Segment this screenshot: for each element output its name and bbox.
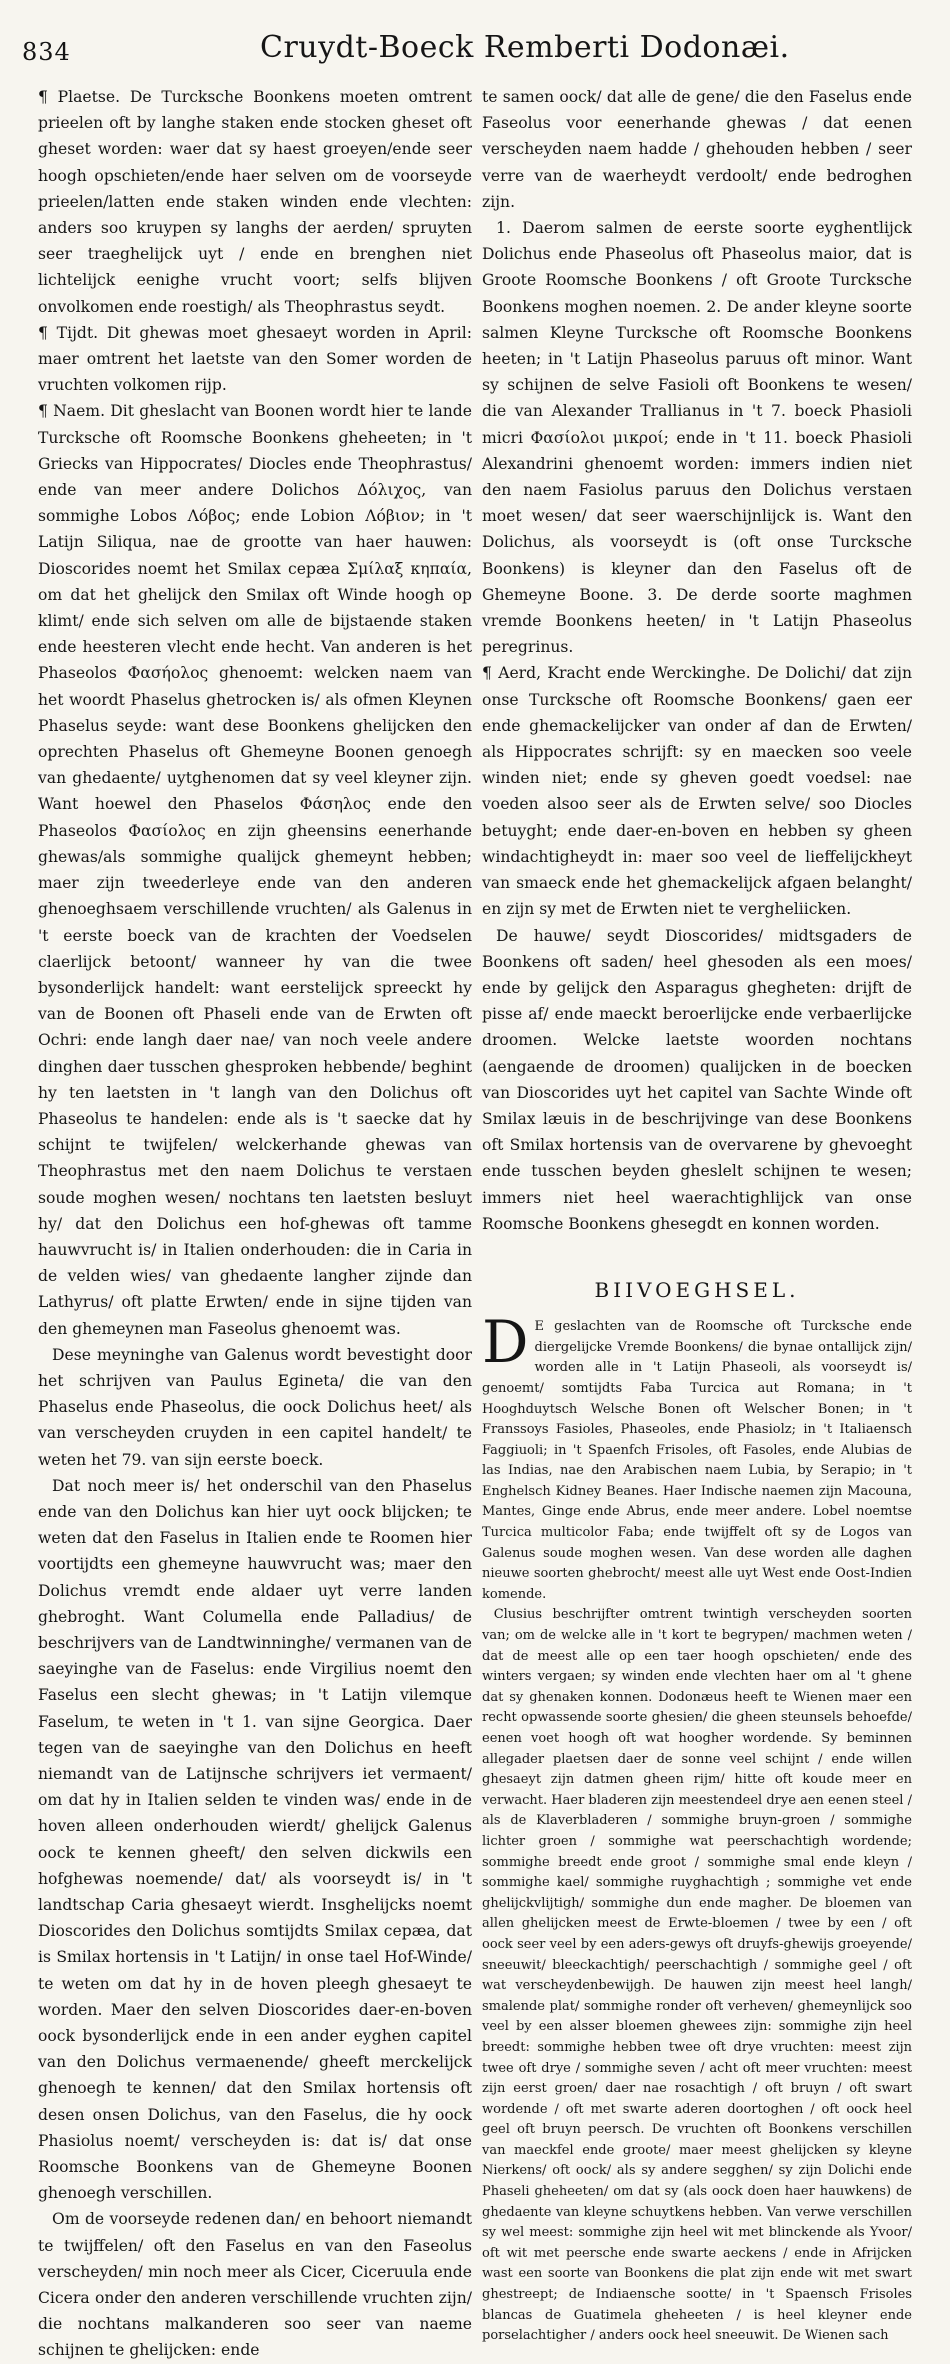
bijvoeghsel-text-1: E geslachten van de Roomsche oft Turcksche ende diergelijcke Vremde Boonkens/ die bynae ontallijck zijn/ worden alle in 't Latijn Phaseoli, als voorseydt is/ genoemt/ somtijdts Faba Turcica aut Romana; in 't Hooghduytsch Welsche Bonen oft Welscher Bonen; in 't Franssoys Fasioles, Phaseoles, ende Phasiolz; in 't Italiaensch Faggiuoli; in 't Spaenfch Frisoles, oft Fasoles, ende Alubias de las Indias, nae den Arabischen naem Lubia, by Serapio; in 't Enghelsch Kidney Beanes. Haer Indische naemen zijn Macouna, Mantes, Ginge ende Abrus, ende meer andere. Lobel noemtse Turcica multicolor Faba; ende twijffelt oft sy de Logos van Galenus soude moghen wesen. Van dese worden alle daghen nieuwe soorten ghebrocht/ meest alle uyt West ende Oost-Indien komende. xyxy=(482,1319,912,1602)
paragraph-plaetse: ¶ Plaetse. De Turcksche Boonkens moeten omtrent prieelen oft by langhe staken ende stocken gheset oft gheset worden: waer dat sy haest groeyen/ende seer hoogh opschieten/ende haer selven om de voorseyde prieelen/latten ende staken winden ende vlechten: anders soo kruypen sy langhs der aerden/ spruyten seer traeghelijck uyt / ende en brenghen niet lichtelijck eenighe vrucht voort; selfs blijven onvolkomen ende roestigh/ als Theophrastus seydt. xyxy=(38,88,472,316)
left-column xyxy=(38,84,472,2364)
paragraph-continuation: te samen oock/ dat alle de gene/ die den Faselus ende Faseolus voor eenerhande ghewas / dat eenen verscheyden naem hadde / ghehouden hebben / seer verre van de waerheydt verdoolt/ ende bedroghen zijn. xyxy=(482,88,912,211)
bijvoeghsel-paragraph-1 xyxy=(482,1308,912,1605)
paragraph-tijdt: ¶ Tijdt. Dit ghewas moet ghesaeyt worden in April: maer omtrent het laetste van den Somer worden de vruchten volkomen rijp. xyxy=(38,323,472,395)
bijvoeghsel-section xyxy=(482,1308,912,2347)
running-head: Cruydt-Boeck Remberti Dodonæi. xyxy=(260,30,790,65)
drop-cap: D xyxy=(482,1308,529,1377)
paragraph-hauwe: De hauwe/ seydt Dioscorides/ midtsgaders de Boonkens oft saden/ heel ghesoden als een moes/ ende by gelijck den Asparagus ghegheten: drijft de pisse af/ ende maeckt beroerlijcke ende verbaerlijcke droomen. Welcke laetste woorden nochtans (aengaende de droomen) qualijcken in de boecken van Dioscorides uyt het capitel van Sachte Winde oft Smilax læuis in de beschrijvinge van dese Boonkens oft Smilax hortensis van de overvarenе by ghevoeght ende tusschen beyden gheslelt schijnen te wesen; immers niet heel waerachtighlijck van onse Roomsche Boonkens ghesegdt en konnen worden. xyxy=(482,926,912,1233)
paragraph-onderschil: Dat noch meer is/ het onderschil van den Phaselus ende van den Dolichus kan hier uyt oock blijcken; te weten dat den Faselus in Italien ende te Roomen hier voortijdts een ghemeyne hauwvrucht was; maer den Dolichus vremdt ende aldaer uyt verre landen ghebroght. Want Columella ende Palladius/ de beschrijvers van de Landtwinninghe/ vermanen van de saeyinghe van de Faselus: ende Virgilius noemt den Faselus een slecht ghewas; in 't Latijn vilemque Faselum, te weten in 't 1. van sijne Georgica. Daer tegen van de saeyinghe van den Dolichus en heeft niemandt van de Latijnsche schrijvers iet vermaent/ om dat hy in Italien selden te vinden was/ ende in de hoven alleen onderhouden wierdt/ ghelijck Galenus oock te kennen gheeft/ den selven dickwils een hofghewas noemende/ dat/ als voorseydt is/ in 't landtschap Caria ghesaeyt wierdt. Insghelijcks noemt Dioscorides den Dolichus somtijdts Smilax cepæa, dat is Smilax hortensis in 't Latijn/ in onse tael Hof-Winde/ te weten om dat hy in de hoven pleegh ghesaeyt te worden. Maer den selven Dioscorides daer-en-boven oock bysonderlijck ende in een ander eyghen capitel van den Dolichus vermaenende/ gheeft merckelijck ghenoegh te kennen/ dat den Smilax hortensis oft desen onsen Dolichus, van den Faselus, die hy oock Phasiolus noemt/ verscheyden is: dat is/ dat onse Roomsche Boonkens van de Ghemeyne Boonen ghenoegh verschillen. xyxy=(38,1476,473,2203)
paragraph-galenus: Dese meyninghe van Galenus wordt bevestight door het schrijven van Paulus Egineta/ die van den Phaselus ende Phaseolus, die oock Dolichus heet/ als van verscheyden cruyden in een capitel handelt/ te weten het 79. van sijn eerste boeck. xyxy=(38,1345,472,1469)
paragraph-naem: ¶ Naem. Dit gheslacht van Boonen wordt hier te lande Turcksche oft Roomsche Boonkens gheheeten; in 't Griecks van Hippocrates/ Diocles ende Theophrastus/ ende van meer andere Dolichos Δόλιχος, van sommighe Lobos Λόβος; ende Lobion Λόβιον; in 't Latijn Siliqua, nae de grootte van haer hauwen: Dioscorides noemt het Smilax cepæa Σμίλαξ κηπαία, om dat het ghelijck den Smilax oft Winde hoogh op klimt/ ende sich selven om alle de bijstaende staken ende heesteren vlecht ende hecht. Van anderen is het Phaseolos Φασήολος ghenoemt: welcken naem van het woordt Phaselus ghetrocken is/ als ofmen Kleynen Phaselus seyde: want dese Boonkens ghelijcken den oprechten Phaselus oft Ghemeyne Boonen genoegh van ghedaente/ uytghenomen dat sy veel kleyner zijn. Want hoewel den Phaselos Φάσηλος ende den Phaseolos Φασίολος en zijn gheensins eenerhande ghewas/als sommighe qualijck ghemeynt hebben; maer zijn tweederleye ende van den anderen ghenoeghsaem verschillende vruchten/ als Galenus in 't eerste boeck van de krachten der Voedselen claerlijck betoont/ wanneer hy van die twee bysonderlijck handelt: want eerstelijck spreeckt hy van de Boonen oft Phaseli ende van de Erwten oft Ochri: ende langh daer nae/ van noch veele andere dinghen daer tusschen ghesproken hebbende/ beghint hy ten laetsten in 't langh van den Dolichus oft Phaseolus te handelen: ende als is 't saecke dat hy schijnt te twijfelen/ welckerhande ghewas van Theophrastus met den naem Dolichus te verstaen soude moghen wesen/ nochtans ten laetsten besluyt hy/ dat den Dolichus een hof-ghewas oft tamme hauwvrucht is/ in Italien onderhouden: die in Caria in de velden wies/ van ghedaente langher zijnde dan Lathyrus/ oft platte Erwten/ ende in sijne tijden van den ghemeynen man Faseolus ghenoemt was. xyxy=(38,402,472,1338)
paragraph-aerd: ¶ Aerd, Kracht ende Werckinghe. De Dolichi/ dat zijn onse Turcksche oft Roomsche Boonkens/ gaen eer ende ghemackelijcker van onder af dan de Erwten/ als Hippocrates schrijft: sy en maecken soo veele winden niet; ende sy gheven goedt voedsel: nae voeden alsoo seer als de Erwten selve/ soo Diocles betuyght; ende daer-en-boven en hebben sy gheen windachtigheydt in: maer soo veel de lieffelijckheyt van smaeck ende het ghemackelijck afgaen belanght/ en zijn sy met de Erwten niet te vergheliicken. xyxy=(482,664,912,919)
section-heading-bijvoeghsel: BIIVOEGHSEL. xyxy=(594,1277,800,1302)
right-column xyxy=(482,84,912,2347)
paragraph-soorten: 1. Daerom salmen de eerste soorte eyghentlijck Dolichus ende Phaseolus oft Phaseolus maior, dat is Groote Roomsche Boonkens / oft Groote Turcksche Boonkens moghen noemen. 2. De ander kleyne soorte salmen Kleyne Turcksche oft Roomsche Boonkens heeten; in 't Latijn Phaseolus paruus oft minor. Want sy schijnen de selve Fasioli oft Boonkens te wesen/ die van Alexander Trallianus in 't 7. boeck Phasioli micri Φασίολοι μικροί; ende in 't 11. boeck Phasioli Alexandrini ghenoemt worden: immers indien niet den naem Fasiolus paruus den Dolichus verstaen moet wesen/ dat seer waerschijnlijck is. Want den Dolichus, als voorseydt is (oft onse Turcksche Boonkens) is kleyner dan den Faselus oft de Ghemeyne Boone. 3. De derde soorte maghmen vremde Boonkens heeten/ in 't Latijn Phaseolus peregrinus. xyxy=(482,219,912,657)
bijvoeghsel-paragraph-2: Clusius beschrijfter omtrent twintigh verscheyden soorten van; om de welcke alle in 't kort te begrypen/ machmen weten / dat de meest alle op een taer hoogh opschieten/ ende des winters vergaen; sy winden ende vlechten haer om al 't ghene dat sy ghenaken konnen. Dodonæus heeft te Wienen maer een recht opwassende soorte ghesien/ die gheen steunsels behoefde/ eenen voet hoogh oft wat hoogher wordende. Sy beminnen allegader plaetsen daer de sonne veel schijnt / ende willen ghesaeyt zijn datmen gheen rijm/ hitte oft koude meer en verwacht. Haer bladeren zijn meestendeel drye aen eenen steel / als de Klaverbladeren / sommighe bruyn-groen / sommighe lichter groen / sommighe wat peerschachtigh wordende; sommighe breedt ende groot / sommighe smal ende kleyn / sommighe kael/ sommighe ruyghachtigh ; sommighe vet ende ghelijckvlijtigh/ sommighe dun ende magher. De bloemen van allen ghelijcken meest de Erwte-bloemen / twee by een / oft oock seer veel by een aders-gewys oft druyfs-ghewijs groeyende/ sneeuwit/ bleeckachtigh/ peerschachtigh / sommighe geel / oft wat verscheydenbewijgh. De hauwen zijn meest heel langh/ smalende plat/ sommighe ronder oft verheven/ ghemeynlijck soo veel by een alsser bloemen ghewees zijn: sommighe zijn heel breedt: sommighe hebben twee oft drye vruchten: meest zijn twee oft drye / sommighe seven / acht oft meer vruchten: meest zijn eerst groen/ daer nae rosachtigh / oft bruyn / oft swart wordende / oft met swarte aderen doortoghen / oft oock heel geel oft bruyn peersch. De vruchten oft Boonkens verschillen van maeckfel ende groote/ maer meest ghelijcken sy kleyne Nierkens/ oft oock/ als sy andere segghen/ sy zijn Dolichi ende Phaseli gheheeten/ om dat sy (als oock doen haer hauwkens) de ghedaente van kleyne schuytkens hebben. Van verwe verschillen sy wel meest: sommighe zijn heel wit met blinckende als Yvoor/ oft wit met peersche ende swarte aeckens / ende in Afrijcken wast een soorte van Boonkens die plat zijn ende wit met swart ghestreept; de Indiaensche sootte/ in 't Spaensch Frisoles blancas de Guatimela gheheeten / is heel kleyner ende porselachtigher / anders oock heel sneeuwit. De Wienen sach xyxy=(482,1607,912,2344)
page-number: 834 xyxy=(22,38,71,66)
paragraph-redenen: Om de voorseyde redenen dan/ en behoort niemandt te twijffelen/ oft den Faselus en van den Faseolus verscheyden/ min noch meer als Cicer, Ciceruula ende Cicera onder den anderen verschillende vruchten zijn/ die nochtans malkanderen soo seer van naeme schijnen te ghelijcken: ende xyxy=(38,2210,472,2360)
